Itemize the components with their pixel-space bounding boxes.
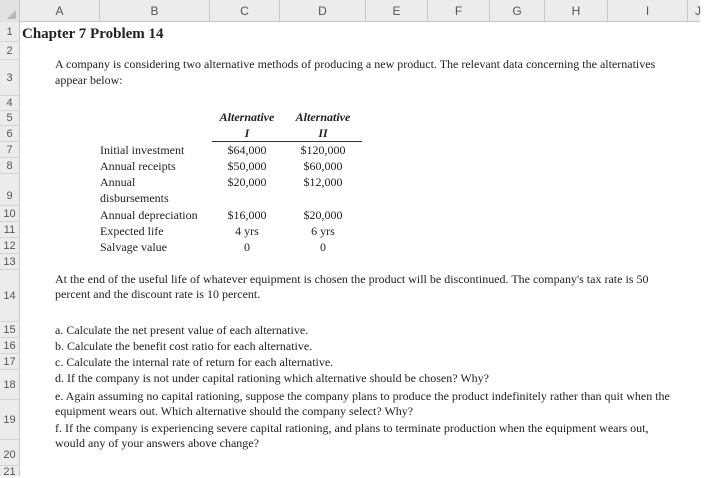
- alt-2-header-line1: Alternative: [295, 110, 351, 124]
- alt-2-annual-depreciation: $20,000: [303, 208, 343, 222]
- question-c: c. Calculate the internal rate of return for each alternative.: [55, 355, 334, 369]
- column-header-i[interactable]: I: [608, 0, 688, 22]
- row-header-8[interactable]: 8: [0, 158, 20, 174]
- column-header-b[interactable]: B: [100, 0, 210, 22]
- row-header-16[interactable]: 16: [0, 338, 20, 354]
- conditions-paragraph: At the end of the useful life of whatever equipment is chosen the product will be discontinued. The company's tax rate is 50 percent and the discount rate is 10 percent.: [55, 272, 649, 301]
- row-header-9[interactable]: 9: [0, 174, 20, 206]
- row-header-11[interactable]: 11: [0, 222, 20, 238]
- question-e: e. Again assuming no capital rationing, suppose the company plans to produce the product indefinitely rather than quit when the equipment wears out. Which alternative should the company select? Why?: [55, 389, 670, 418]
- alt-1-initial-investment: $64,000: [227, 143, 267, 157]
- row-header-13[interactable]: 13: [0, 254, 20, 270]
- label-annual: Annual: [100, 175, 136, 189]
- row-header-14[interactable]: 14: [0, 270, 20, 322]
- alt-1-header-line1: Alternative: [219, 110, 275, 124]
- label-disbursements: disbursements: [100, 191, 169, 205]
- alt-1-annual-depreciation: $16,000: [227, 208, 267, 222]
- column-header-f[interactable]: F: [428, 0, 490, 22]
- row-header-15[interactable]: 15: [0, 322, 20, 338]
- row-header-10[interactable]: 10: [0, 206, 20, 222]
- row-header-17[interactable]: 17: [0, 354, 20, 370]
- row-header-12[interactable]: 12: [0, 238, 20, 254]
- row-header-19[interactable]: 19: [0, 400, 20, 440]
- alt-2-annual-receipts: $60,000: [303, 159, 343, 173]
- row-header-7[interactable]: 7: [0, 142, 20, 158]
- alt-2-expected-life: 6 yrs: [311, 224, 335, 238]
- alt-1-annual-receipts: $50,000: [227, 159, 267, 173]
- row-header-21[interactable]: 21: [0, 466, 20, 476]
- row-header-4[interactable]: 4: [0, 96, 20, 111]
- alt-1-annual-disbursements: $20,000: [227, 175, 267, 189]
- intro-text: A company is considering two alternative methods of producing a new product. The relevant data concerning the alternatives appear below:: [55, 57, 656, 87]
- label-salvage-value: Salvage value: [100, 240, 167, 254]
- question-f: f. If the company is experiencing severe capital rationing, and plans to terminate production when the equipment wears out, would any of your answers above change?: [55, 421, 649, 450]
- label-initial-investment: Initial investment: [100, 143, 185, 157]
- column-header-h[interactable]: H: [545, 0, 608, 22]
- column-header-a[interactable]: A: [20, 0, 100, 22]
- alt-1-salvage-value: 0: [244, 240, 250, 254]
- alt-2-header-line2: II: [318, 126, 328, 140]
- question-d: d. If the company is not under capital rationing which alternative should be chosen? Why?: [55, 371, 489, 385]
- question-a: a. Calculate the net present value of each alternative.: [55, 323, 309, 337]
- label-expected-life: Expected life: [100, 224, 164, 238]
- row-header-2[interactable]: 2: [0, 42, 20, 60]
- column-header-c[interactable]: C: [210, 0, 280, 22]
- column-header-d[interactable]: D: [280, 0, 366, 22]
- row-header-18[interactable]: 18: [0, 370, 20, 400]
- alt-2-salvage-value: 0: [320, 240, 326, 254]
- question-b: b. Calculate the benefit cost ratio for each alternative.: [55, 339, 313, 353]
- row-header-20[interactable]: 20: [0, 440, 20, 466]
- header-underline: [212, 141, 362, 142]
- column-header-g[interactable]: G: [490, 0, 545, 22]
- column-header-j[interactable]: J: [695, 4, 701, 18]
- column-header-e[interactable]: E: [366, 0, 428, 22]
- row-header-3[interactable]: 3: [0, 60, 20, 96]
- alt-1-header-line2: I: [244, 126, 250, 140]
- alt-2-initial-investment: $120,000: [300, 143, 346, 157]
- select-all-corner[interactable]: [0, 0, 20, 22]
- problem-title: Chapter 7 Problem 14: [22, 26, 164, 42]
- alt-2-annual-disbursements: $12,000: [303, 175, 343, 189]
- row-header-1[interactable]: 1: [0, 22, 20, 42]
- column-header-bar: [0, 0, 700, 22]
- alt-1-expected-life: 4 yrs: [235, 224, 259, 238]
- row-header-5[interactable]: 5: [0, 111, 20, 126]
- row-header-6[interactable]: 6: [0, 126, 20, 142]
- label-annual-receipts: Annual receipts: [100, 159, 176, 173]
- label-annual-depreciation: Annual depreciation: [100, 208, 198, 222]
